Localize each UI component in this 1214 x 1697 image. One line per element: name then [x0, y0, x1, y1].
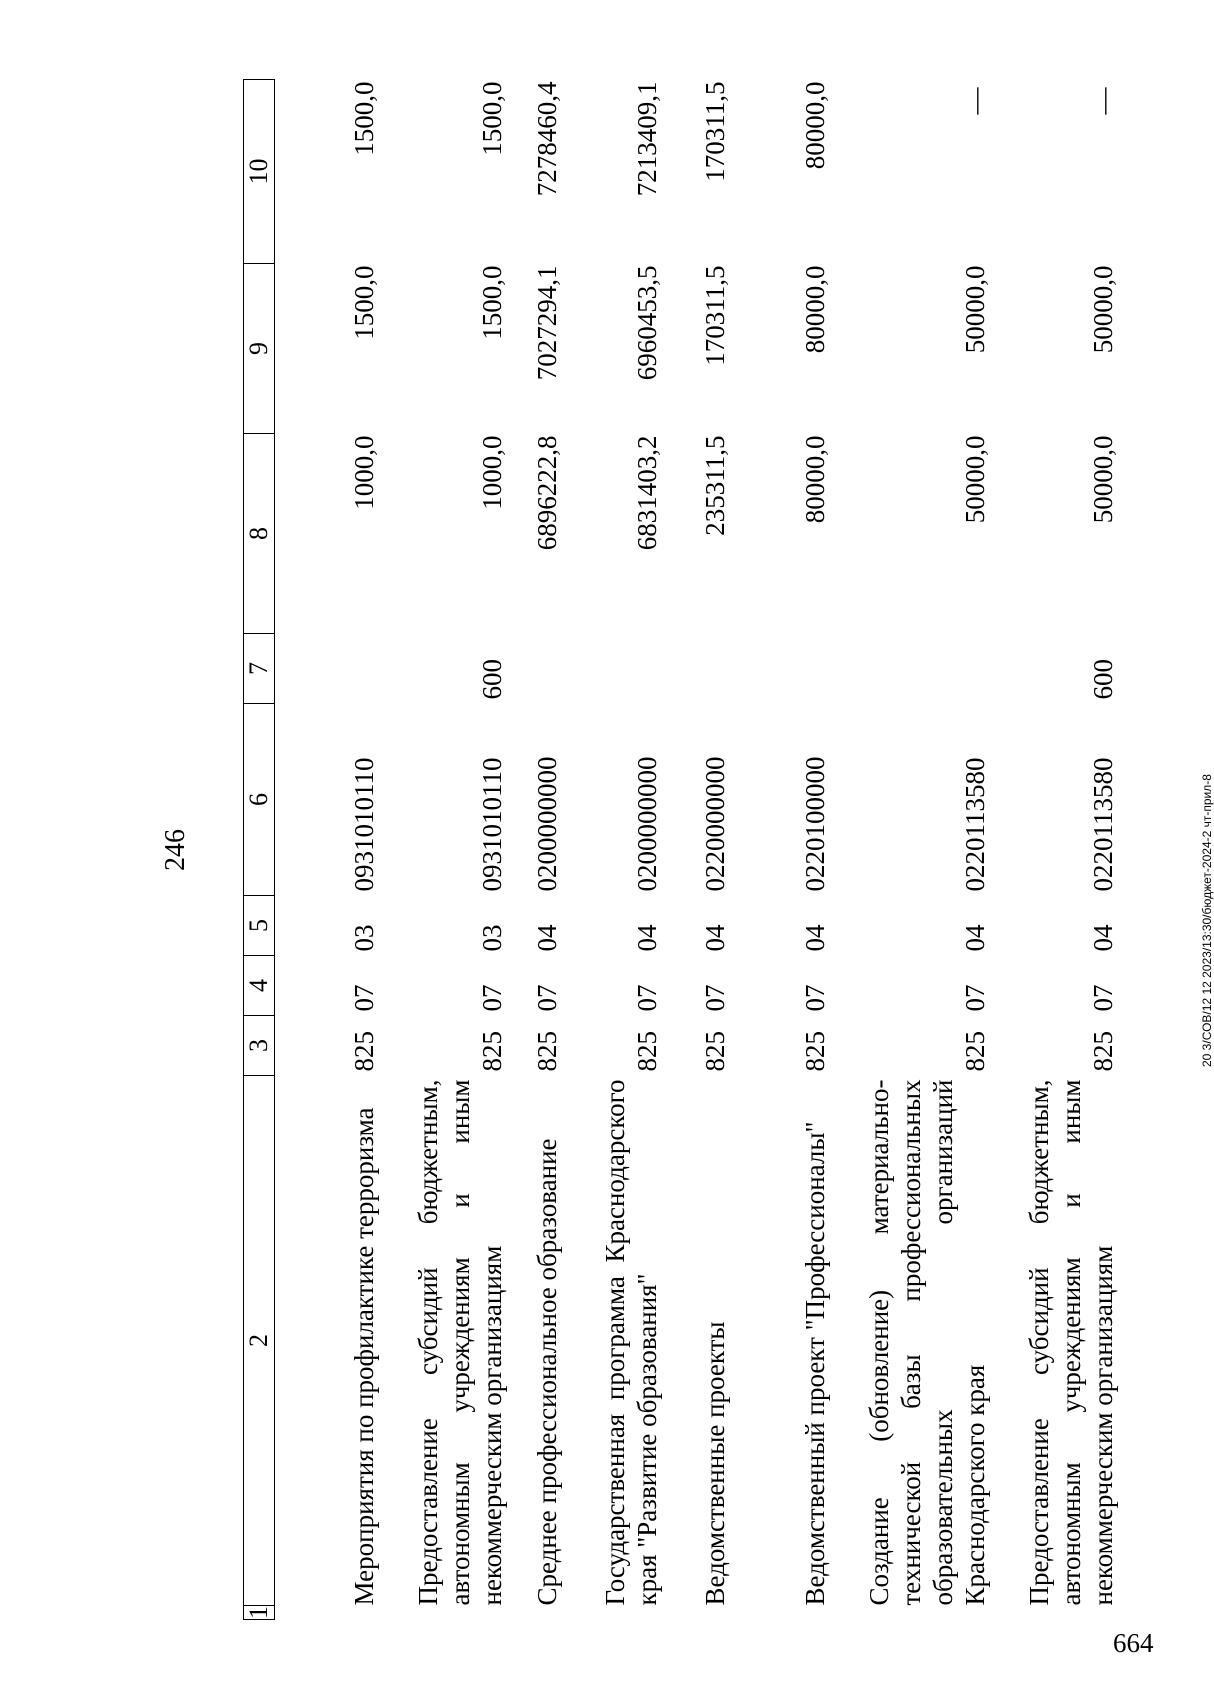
col-header: 9 — [244, 264, 275, 434]
cell-amount-2: 170311,5 — [699, 265, 730, 366]
row-description: Предоставление субсидий бюджетным, автономным учреждениям и иным некоммерческим организациям — [412, 1079, 507, 1606]
cell-amount-1: 6896222,8 — [531, 435, 562, 551]
cell-target-code: 0220000000 — [699, 756, 730, 892]
cell-amount-2: 1500,0 — [348, 265, 379, 340]
col-header: 4 — [244, 956, 275, 1016]
row-description: Ведомственные проекты — [699, 1321, 730, 1606]
cell-amount-3: 1500,0 — [348, 81, 379, 156]
cell-section: 07 — [959, 984, 990, 1012]
row-description: Предоставление субсидий бюджетным, автономным учреждениям и иным некоммерческим организациям — [1023, 1079, 1118, 1606]
cell-amount-1: 1000,0 — [476, 435, 507, 510]
col-header: 8 — [244, 434, 275, 634]
cell-target-code: 0220100000 — [799, 756, 830, 892]
header-row — [244, 80, 275, 1620]
cell-subsection: 04 — [1087, 924, 1118, 952]
footer-document-code: 20 3/СОВ/12 12 2023/13:30/бюджет-2024-2 чт-прил-8 — [1200, 774, 1214, 1067]
cell-amount-1: 80000,0 — [799, 435, 830, 524]
cell-amount-2: 6960453,5 — [631, 265, 662, 381]
table-row — [563, 80, 663, 1620]
cell-subsection: 03 — [476, 924, 507, 952]
table-row — [991, 80, 1119, 1620]
table-row — [275, 80, 380, 1620]
row-description: Государственная программа Краснодарского края "Развитие образования" — [599, 1079, 662, 1606]
cell-target-code: 0220113580 — [1087, 757, 1118, 892]
col-header: 2 — [244, 1076, 275, 1606]
cell-subsection: 04 — [799, 924, 830, 952]
cell-amount-1: 6831403,2 — [631, 435, 662, 551]
col-header: 6 — [244, 704, 275, 896]
rotated-page — [160, 80, 1120, 1620]
table-row — [663, 80, 731, 1620]
cell-expense-type — [663, 634, 731, 704]
cell-expense-type — [275, 634, 380, 704]
cell-section: 07 — [1087, 984, 1118, 1012]
table-row — [831, 80, 991, 1620]
cell-ministry: 825 — [531, 1031, 562, 1072]
table-row — [380, 80, 508, 1620]
cell-section: 07 — [699, 984, 730, 1012]
col-header: 10 — [244, 80, 275, 264]
cell-target-code: 0200000000 — [631, 756, 662, 892]
cell-amount-2: 1500,0 — [476, 265, 507, 340]
cell-section: 07 — [631, 984, 662, 1012]
cell-amount-1: 50000,0 — [1087, 435, 1118, 524]
col-header: 7 — [244, 634, 275, 704]
cell-expense-type: 600 — [476, 659, 507, 700]
cell-subsection: 03 — [348, 924, 379, 952]
row-description: Создание (обновление) материально-технической базы профессиональных образовательных организаций Краснодарского края — [863, 1079, 990, 1606]
cell-ministry: 825 — [631, 1031, 662, 1072]
cell-amount-3: 7213409,1 — [631, 81, 662, 197]
cell-ministry: 825 — [476, 1031, 507, 1072]
cell-ministry: 825 — [799, 1031, 830, 1072]
row-description: Ведомственный проект "Профессионалы" — [799, 1121, 830, 1606]
cell-target-code: 0931010110 — [476, 757, 507, 892]
cell-expense-type — [731, 634, 831, 704]
cell-amount-3: 80000,0 — [799, 81, 830, 170]
cell-ministry: 825 — [699, 1031, 730, 1072]
row-description: Среднее профессиональное образование — [531, 1138, 562, 1606]
cell-section: 07 — [531, 984, 562, 1012]
page-number: 246 — [160, 829, 191, 871]
cell-section: 07 — [476, 984, 507, 1012]
cell-subsection: 04 — [631, 924, 662, 952]
cell-amount-1: 50000,0 — [959, 435, 990, 524]
cell-target-code: 0931010110 — [348, 757, 379, 892]
col-header: 3 — [244, 1016, 275, 1076]
cell-amount-2: 50000,0 — [1087, 265, 1118, 354]
cell-ministry: 825 — [348, 1031, 379, 1072]
cell-expense-type — [508, 634, 563, 704]
cell-subsection: 04 — [531, 924, 562, 952]
table-row — [508, 80, 563, 1620]
budget-table — [243, 79, 1119, 1620]
cell-ministry: 825 — [1087, 1031, 1118, 1072]
cell-amount-2: 80000,0 — [799, 265, 830, 354]
cell-amount-1: 1000,0 — [348, 435, 379, 510]
sheet-number: 664 — [1113, 1628, 1154, 1658]
cell-section: 07 — [799, 984, 830, 1012]
cell-amount-3: — — [1087, 87, 1118, 115]
row-description: Мероприятия по профилактике терроризма — [348, 1107, 379, 1606]
cell-section: 07 — [348, 984, 379, 1012]
cell-expense-type — [563, 634, 663, 704]
table-row — [731, 80, 831, 1620]
cell-expense-type: 600 — [1087, 659, 1118, 700]
cell-subsection: 04 — [699, 924, 730, 952]
cell-amount-3: — — [959, 87, 990, 115]
col-header: 5 — [244, 896, 275, 956]
cell-ministry: 825 — [959, 1031, 990, 1072]
cell-amount-2: 50000,0 — [959, 265, 990, 354]
col-header: 1 — [244, 1606, 273, 1619]
cell-amount-3: 7278460,4 — [531, 81, 562, 197]
cell-expense-type — [831, 634, 991, 704]
cell-subsection: 04 — [959, 924, 990, 952]
cell-amount-2: 7027294,1 — [531, 265, 562, 381]
cell-amount-3: 170311,5 — [699, 81, 730, 182]
cell-amount-3: 1500,0 — [476, 81, 507, 156]
cell-amount-1: 235311,5 — [699, 435, 730, 536]
cell-target-code: 0220113580 — [959, 757, 990, 892]
cell-target-code: 0200000000 — [531, 756, 562, 892]
